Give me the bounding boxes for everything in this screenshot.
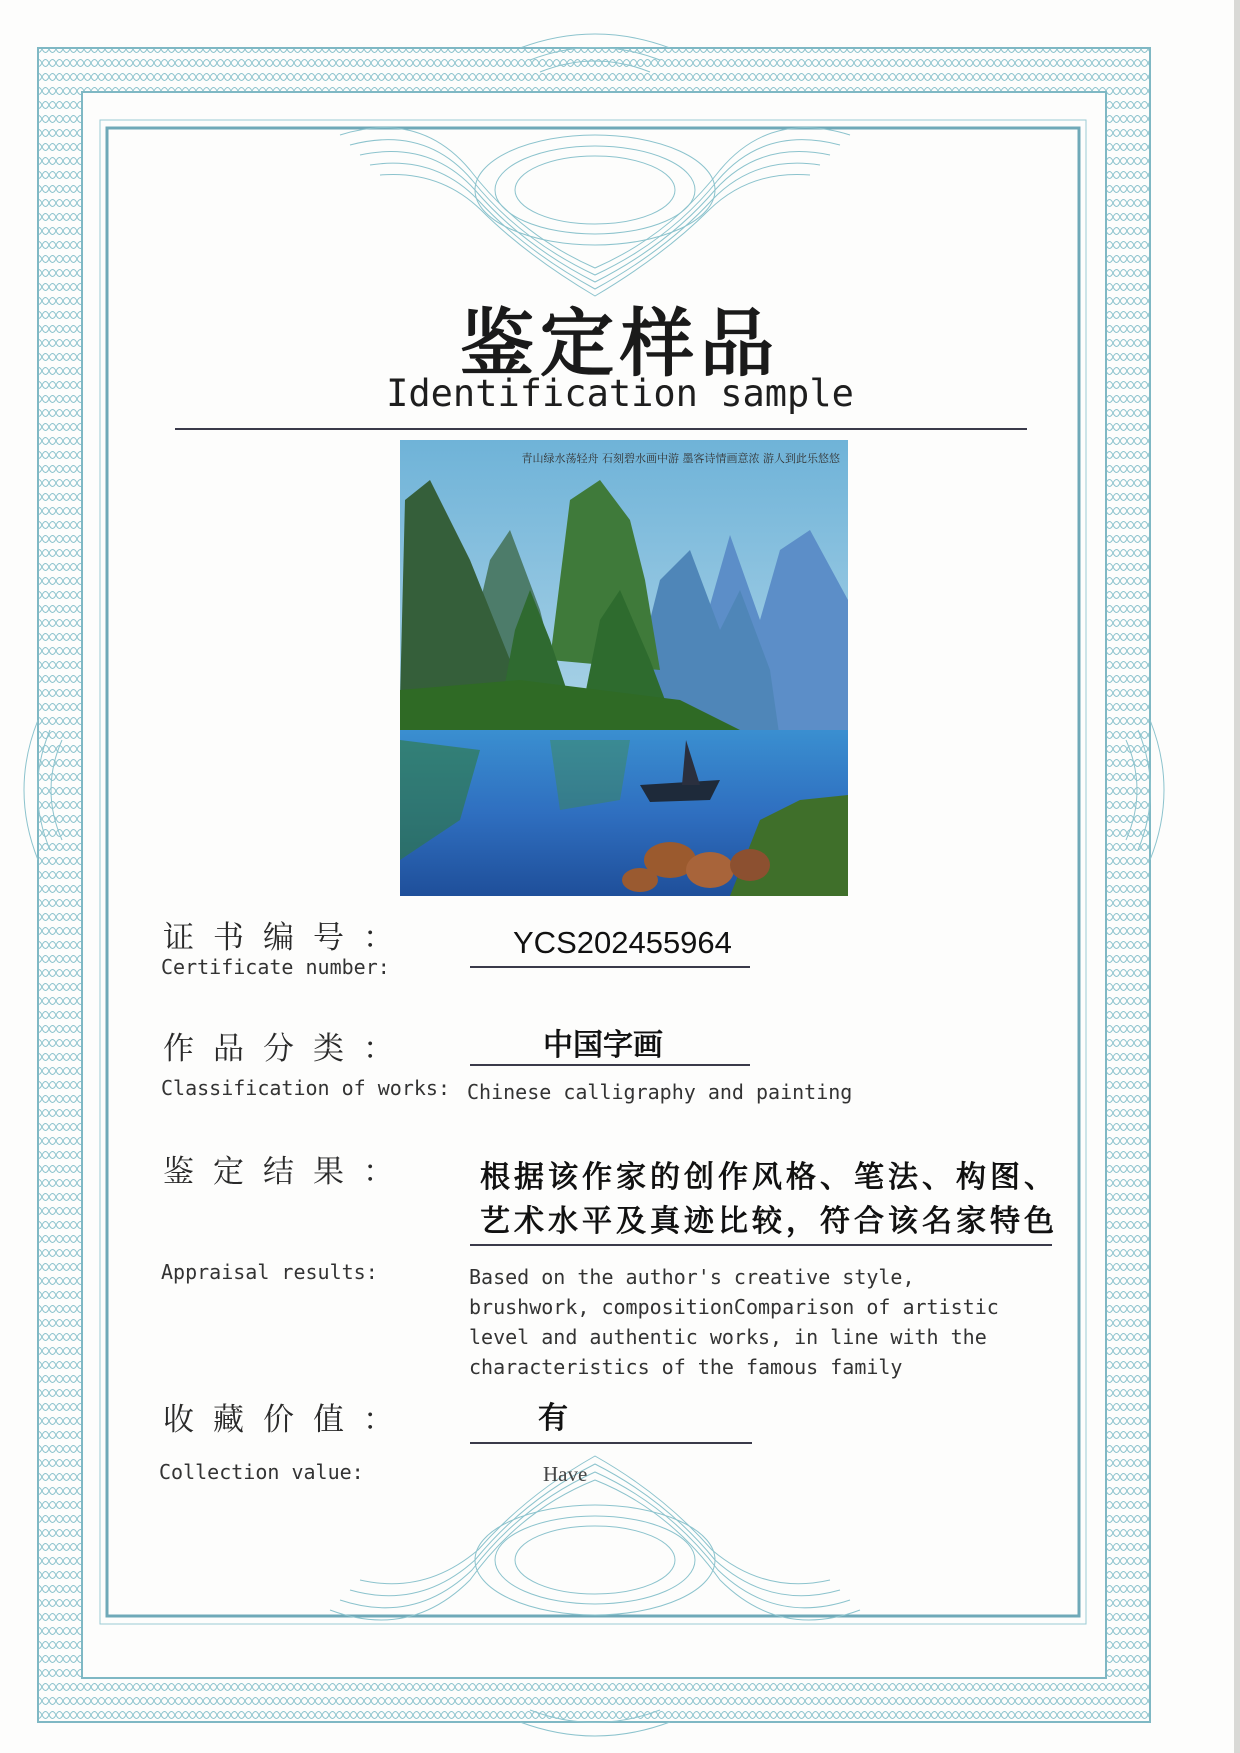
- appraisal-value-cn-line2: 艺术水平及真迹比较，符合该名家特色: [480, 1204, 1058, 1239]
- title-divider: [175, 428, 1027, 430]
- painting-inscription: 青山绿水荡轻舟 石刻碧水画中游 墨客诗情画意浓 游人到此乐悠悠: [521, 452, 840, 465]
- certificate-title-cn: 鉴定样品: [460, 301, 780, 387]
- certificate-number-label-en: Certificate number:: [161, 955, 390, 979]
- appraisal-label-en: Appraisal results:: [161, 1260, 378, 1284]
- appraisal-underline: [470, 1244, 1052, 1246]
- appraisal-label-cn: 鉴定结果：: [163, 1154, 413, 1190]
- classification-underline: [470, 1064, 750, 1066]
- collection-value-en: Have: [543, 1462, 588, 1486]
- collection-value-label-en: Collection value:: [159, 1460, 364, 1484]
- classification-label-en: Classification of works:: [161, 1076, 450, 1100]
- appraisal-value-en: Based on the author's creative style, brushwork, compositionComparison of artistic level and authentic works, in line with the characteristics of the famous family: [469, 1265, 999, 1379]
- certificate-number-underline: [470, 966, 750, 968]
- landscape-painting: [400, 440, 848, 896]
- certificate-number-value: YCS202455964: [513, 925, 732, 960]
- classification-value-en: Chinese calligraphy and painting: [467, 1080, 853, 1104]
- classification-label-cn: 作品分类：: [163, 1031, 413, 1067]
- collection-value-cn: 有: [538, 1401, 568, 1436]
- appraisal-value-cn-line1: 根据该作家的创作风格、笔法、构图、: [480, 1160, 1058, 1195]
- certificate-number-label-cn: 证书编号：: [163, 920, 413, 956]
- collection-value-underline: [470, 1442, 752, 1444]
- certificate-title-en: Identification sample: [386, 372, 854, 415]
- classification-value-cn: 中国字画: [543, 1028, 663, 1063]
- collection-value-label-cn: 收藏价值：: [163, 1402, 413, 1438]
- page-edge: [1234, 0, 1240, 1753]
